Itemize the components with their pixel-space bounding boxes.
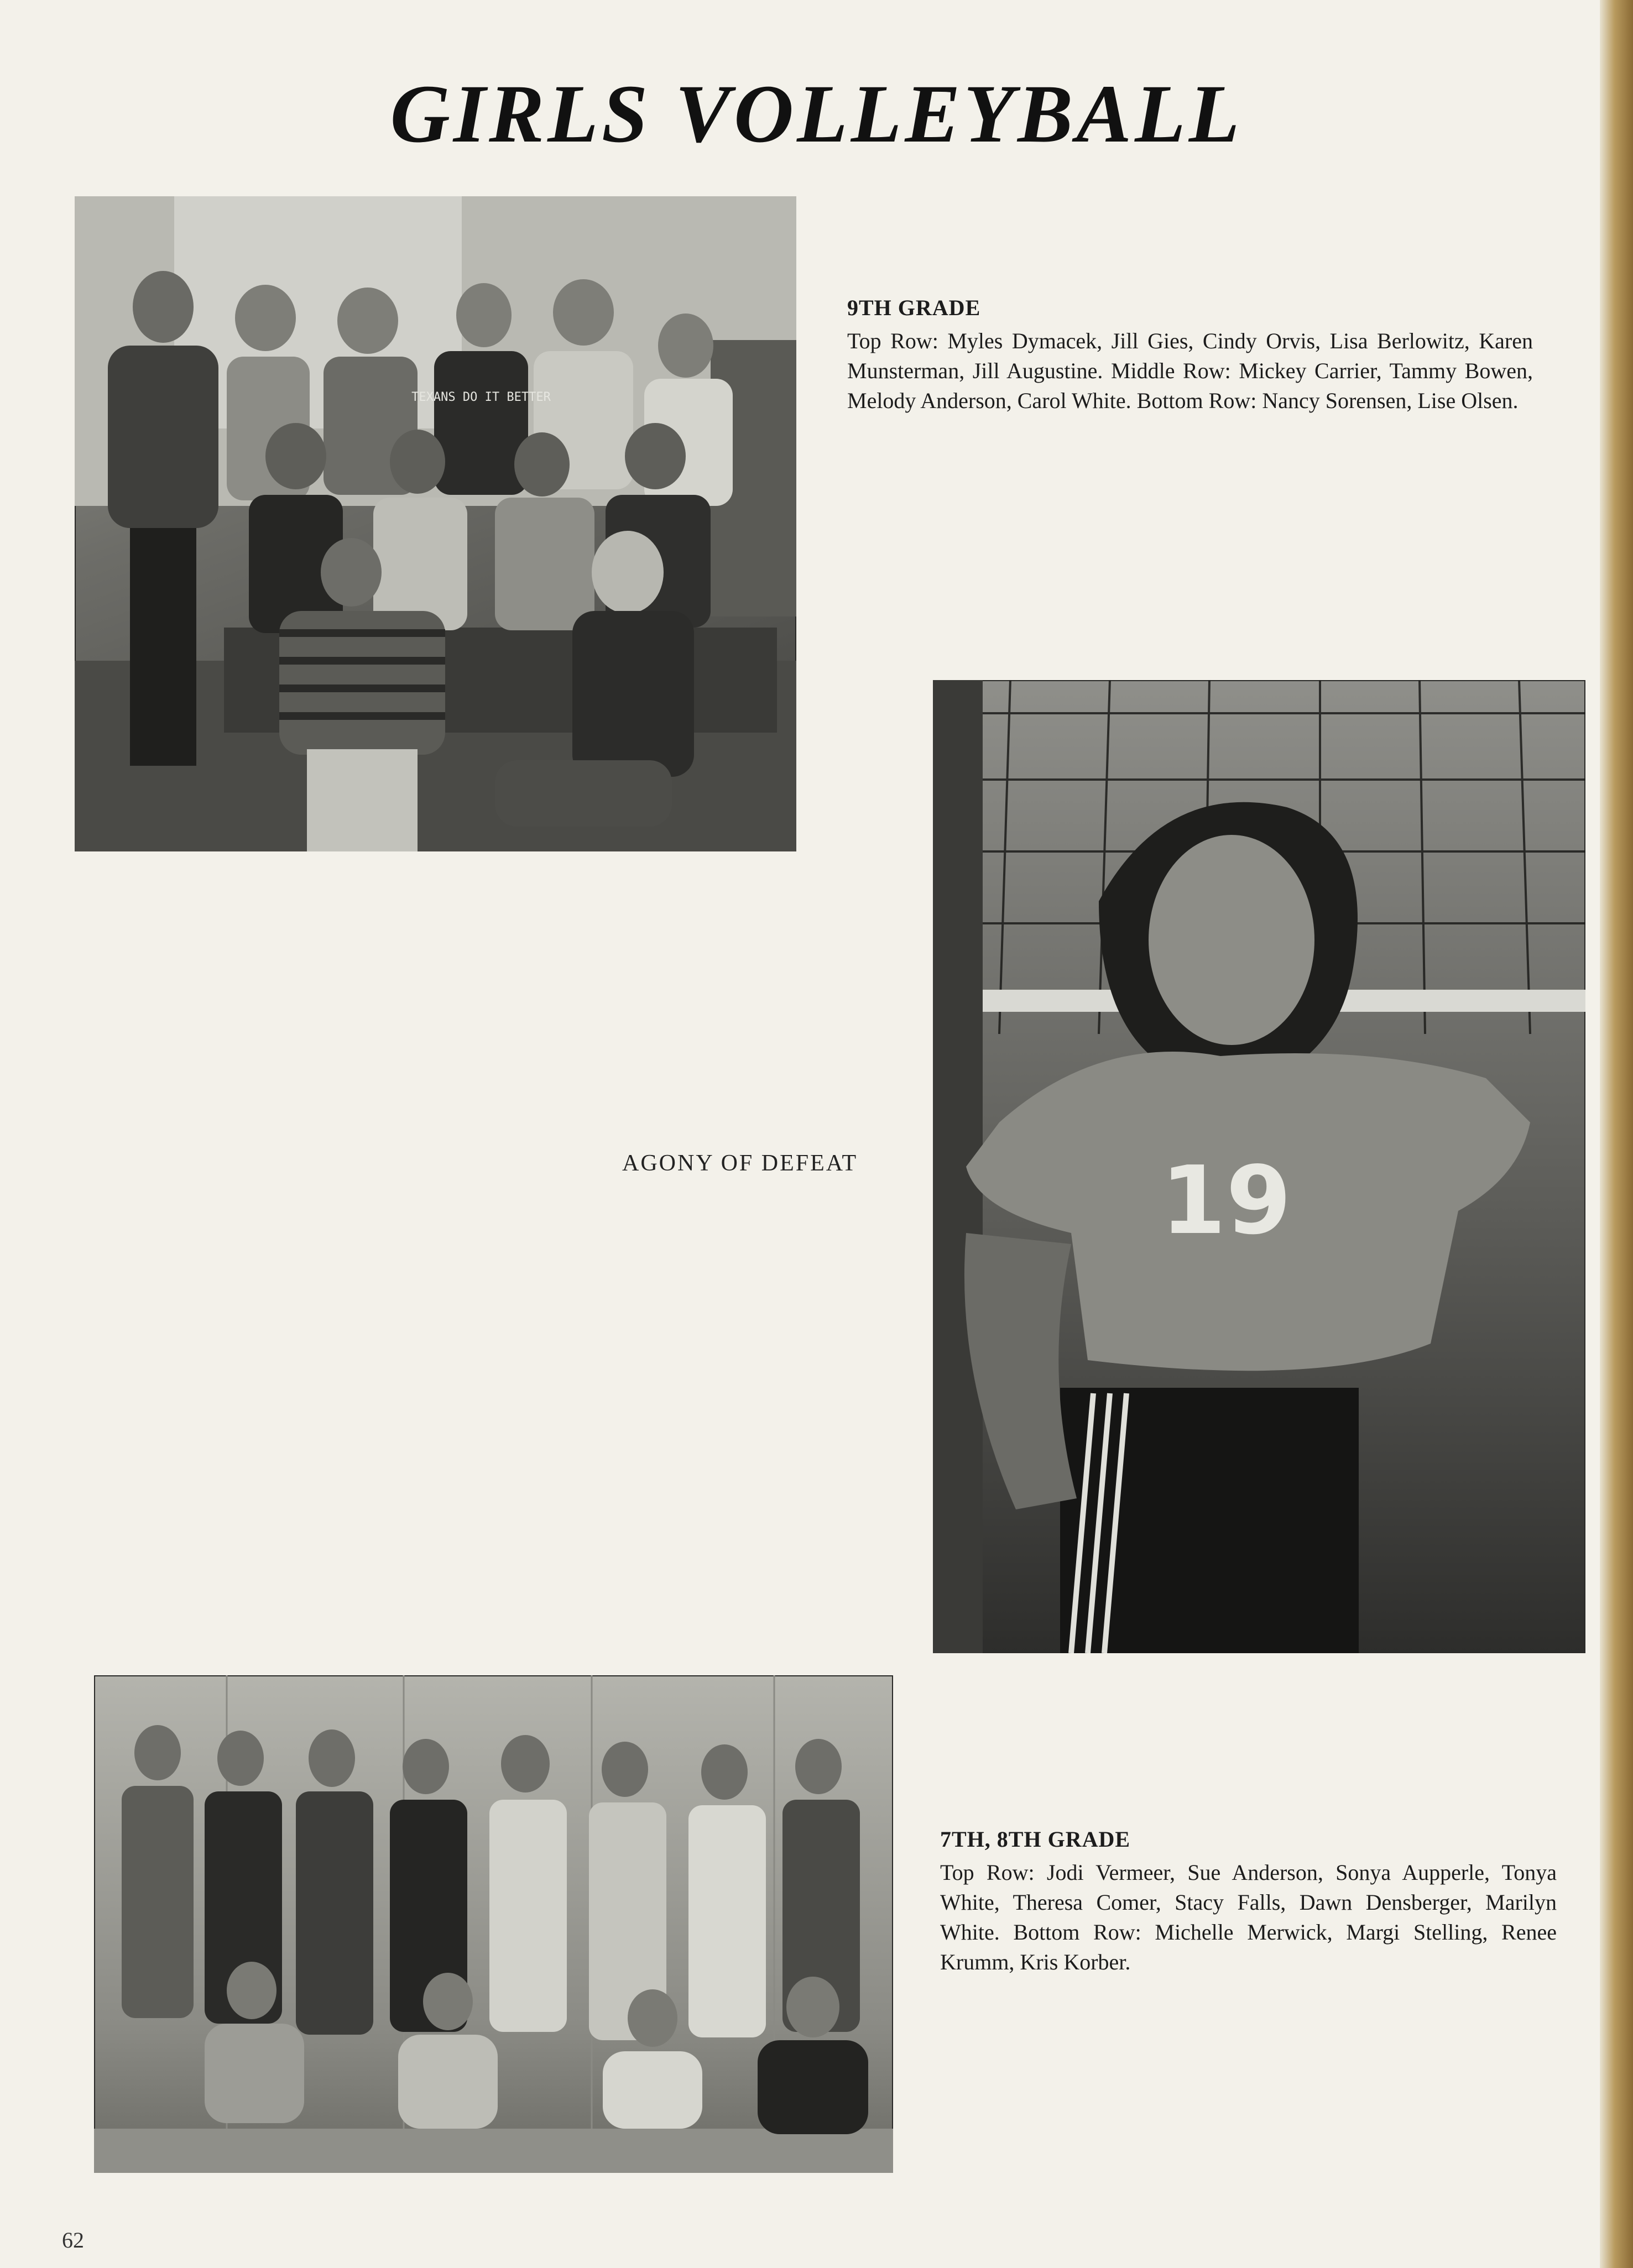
ninth-grade-heading: 9TH GRADE — [847, 295, 981, 320]
ninth-grade-names: Top Row: Myles Dymacek, Jill Gies, Cindy Orvis, Lisa Berlowitz, Karen Munsterman, Jill Augustine. Middle Row: Mickey Carrier, Tammy Bowen, Melody Anderson, Carol White. Bottom Row: Nancy Sorensen, Lise Olsen. — [847, 328, 1533, 413]
ninth-grade-caption — [847, 293, 1533, 416]
ninth-grade-photo-illustration — [75, 196, 796, 851]
seventh-eighth-grade-caption — [940, 1825, 1557, 1977]
jersey-number: 19 — [1160, 1146, 1292, 1256]
sweatshirt-text: TEXANS DO IT BETTER — [411, 390, 551, 404]
seventh-eighth-grade-names: Top Row: Jodi Vermeer, Sue Anderson, Sonya Aupperle, Tonya White, Theresa Comer, Stacy Falls, Dawn Densberger, Marilyn White. Bottom Row: Michelle Merwick, Margi Stelling, Renee Krumm, Kris Korber. — [940, 1860, 1557, 1974]
seventh-eighth-grade-heading: 7TH, 8TH GRADE — [940, 1827, 1131, 1852]
ninth-grade-team-photo — [75, 196, 796, 851]
seventh-eighth-photo-illustration — [94, 1675, 893, 2173]
page-binding-edge — [1600, 0, 1633, 2268]
seventh-eighth-grade-team-photo — [94, 1675, 893, 2173]
action-photo-illustration — [933, 680, 1585, 1653]
page-number: 62 — [62, 2228, 84, 2253]
agony-of-defeat-photo — [933, 680, 1585, 1653]
action-photo-caption: AGONY OF DEFEAT — [622, 1151, 858, 1176]
page-title: GIRLS VOLLEYBALL — [390, 68, 1243, 160]
